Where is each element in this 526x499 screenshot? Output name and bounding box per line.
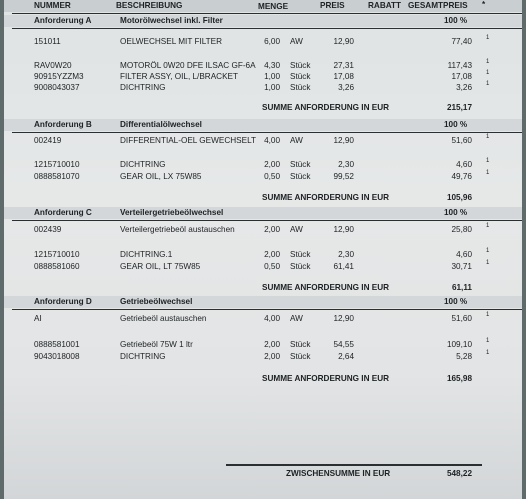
item-marker: 1	[486, 338, 490, 344]
item-total: 17,08	[451, 72, 472, 81]
item-marker: 1	[486, 59, 490, 65]
item-total: 5,28	[456, 352, 472, 361]
section-sum-label: SUMME ANFORDERUNG IN EUR	[262, 374, 390, 383]
item-total: 49,76	[451, 172, 472, 181]
item-unit: Stück	[290, 160, 311, 169]
item-number: 1215710010	[34, 160, 80, 169]
item-marker: 1	[486, 260, 490, 266]
col-header-beschreibung: BESCHREIBUNG	[116, 1, 183, 10]
item-description: DIFFERENTIAL-OEL GEWECHSELT	[120, 136, 257, 145]
item-description: Getriebeöl 75W 1 ltr	[120, 340, 193, 349]
section-percent: 100 %	[444, 120, 468, 129]
item-number: 1215710010	[34, 250, 80, 259]
item-description: DICHTRING	[120, 160, 166, 169]
item-price: 2,30	[338, 160, 354, 169]
col-header-rabatt: RABATT	[368, 1, 402, 10]
subtotal-rule	[226, 464, 482, 466]
section-title: Verteilergetriebeölwechsel	[120, 208, 224, 217]
item-quantity: 2,00	[264, 225, 280, 234]
item-marker: 1	[486, 158, 490, 164]
section-title: Differentialölwechsel	[120, 120, 202, 129]
section-label: Anforderung C	[34, 208, 92, 217]
item-number: RAV0W20	[34, 61, 72, 70]
item-number: 9008043037	[34, 83, 80, 92]
subtotal-value: 548,22	[446, 469, 472, 478]
section-percent: 100 %	[444, 16, 468, 25]
section-sum-label: SUMME ANFORDERUNG IN EUR	[262, 283, 390, 292]
item-price: 2,64	[338, 352, 354, 361]
item-quantity: 2,00	[264, 250, 280, 259]
item-number: 002439	[34, 225, 62, 234]
item-unit: Stück	[290, 61, 311, 70]
item-total: 77,40	[451, 37, 472, 46]
item-quantity: 0,50	[264, 262, 280, 271]
item-price: 27,31	[333, 61, 354, 70]
item-quantity: 0,50	[264, 172, 280, 181]
section-label: Anforderung D	[34, 297, 92, 306]
item-unit: Stück	[290, 83, 311, 92]
header-divider	[12, 13, 522, 14]
item-unit: Stück	[290, 352, 311, 361]
section-sum-value: 215,17	[446, 103, 472, 112]
section-sum-label: SUMME ANFORDERUNG IN EUR	[262, 103, 390, 112]
section-divider	[12, 28, 522, 29]
item-price: 12,90	[333, 37, 354, 46]
item-price: 3,26	[338, 83, 354, 92]
section-divider	[12, 132, 522, 133]
item-marker: 1	[486, 35, 490, 41]
section-title: Motorölwechsel inkl. Filter	[120, 16, 223, 25]
section-sum-label: SUMME ANFORDERUNG IN EUR	[262, 193, 390, 202]
section-divider	[12, 309, 522, 310]
item-price: 61,41	[333, 262, 354, 271]
item-price: 12,90	[333, 314, 354, 323]
item-marker: 1	[486, 248, 490, 254]
item-price: 2,30	[338, 250, 354, 259]
item-total: 51,60	[451, 136, 472, 145]
section-sum-value: 61,11	[451, 283, 472, 292]
item-description: FILTER ASSY, OIL, L/BRACKET	[120, 72, 238, 81]
item-quantity: 1,00	[264, 83, 280, 92]
item-description: GEAR OIL, LX 75W85	[120, 172, 202, 181]
item-unit: Stück	[290, 250, 311, 259]
section-label: Anforderung A	[34, 16, 92, 25]
item-number: 9043018008	[34, 352, 80, 361]
item-unit: Stück	[290, 340, 311, 349]
section-sum-value: 105,96	[446, 193, 472, 202]
item-marker: 1	[486, 312, 490, 318]
item-total: 117,43	[447, 61, 472, 70]
col-header-preis: PREIS	[320, 1, 345, 10]
item-description: DICHTRING	[120, 83, 166, 92]
col-header-gesamtpreis: GESAMTPREIS	[408, 1, 468, 10]
section-percent: 100 %	[444, 208, 468, 217]
item-quantity: 6,00	[264, 37, 280, 46]
item-number: 90915YZZM3	[34, 72, 84, 81]
item-total: 4,60	[456, 250, 472, 259]
invoice-page	[4, 0, 522, 499]
item-price: 12,90	[333, 136, 354, 145]
col-header-star: *	[482, 0, 486, 9]
col-header-nummer: NUMMER	[34, 1, 71, 10]
item-total: 30,71	[451, 262, 472, 271]
item-price: 12,90	[333, 225, 354, 234]
item-total: 109,10	[446, 340, 472, 349]
section-divider	[12, 220, 522, 221]
item-unit: Stück	[290, 172, 311, 181]
item-marker: 1	[486, 70, 490, 76]
item-number: 002419	[34, 136, 62, 145]
item-description: OELWECHSEL MIT FILTER	[120, 37, 223, 46]
item-number: 0888581060	[34, 262, 80, 271]
item-unit: AW	[290, 37, 303, 46]
section-title: Getriebeölwechsel	[120, 297, 193, 306]
item-marker: 1	[486, 81, 490, 87]
col-header-menge: MENGE	[258, 2, 289, 11]
item-quantity: 4,30	[264, 61, 280, 70]
item-description: GEAR OIL, LT 75W85	[120, 262, 201, 271]
item-quantity: 2,00	[264, 160, 280, 169]
item-unit: Stück	[290, 72, 311, 81]
item-total: 4,60	[456, 160, 472, 169]
item-price: 17,08	[333, 72, 354, 81]
item-description: Verteilergetriebeöl austauschen	[120, 225, 235, 234]
item-quantity: 4,00	[264, 314, 280, 323]
item-total: 51,60	[451, 314, 472, 323]
section-label: Anforderung B	[34, 120, 92, 129]
item-unit: AW	[290, 314, 303, 323]
item-number: AI	[34, 314, 42, 323]
item-price: 54,55	[333, 340, 354, 349]
item-number: 0888581001	[34, 340, 80, 349]
item-price: 99,52	[333, 172, 354, 181]
item-description: DICHTRING	[120, 352, 166, 361]
item-unit: AW	[290, 136, 303, 145]
section-percent: 100 %	[444, 297, 468, 306]
item-total: 3,26	[456, 83, 472, 92]
item-quantity: 4,00	[264, 136, 280, 145]
item-number: 0888581070	[34, 172, 80, 181]
item-quantity: 2,00	[264, 340, 280, 349]
item-description: Getriebeöl austauschen	[120, 314, 207, 323]
item-number: 151011	[34, 37, 61, 46]
item-marker: 1	[486, 350, 490, 356]
item-marker: 1	[486, 223, 490, 229]
subtotal-label: ZWISCHENSUMME IN EUR	[286, 469, 391, 478]
item-marker: 1	[486, 134, 490, 140]
item-unit: AW	[290, 225, 303, 234]
item-quantity: 2,00	[264, 352, 280, 361]
item-marker: 1	[486, 170, 490, 176]
item-total: 25,80	[451, 225, 472, 234]
section-sum-value: 165,98	[446, 374, 472, 383]
item-quantity: 1,00	[264, 72, 280, 81]
item-description: MOTORÖL 0W20 DFE ILSAC GF-6A	[120, 61, 256, 70]
item-unit: Stück	[290, 262, 311, 271]
item-description: DICHTRING.1	[120, 250, 173, 259]
